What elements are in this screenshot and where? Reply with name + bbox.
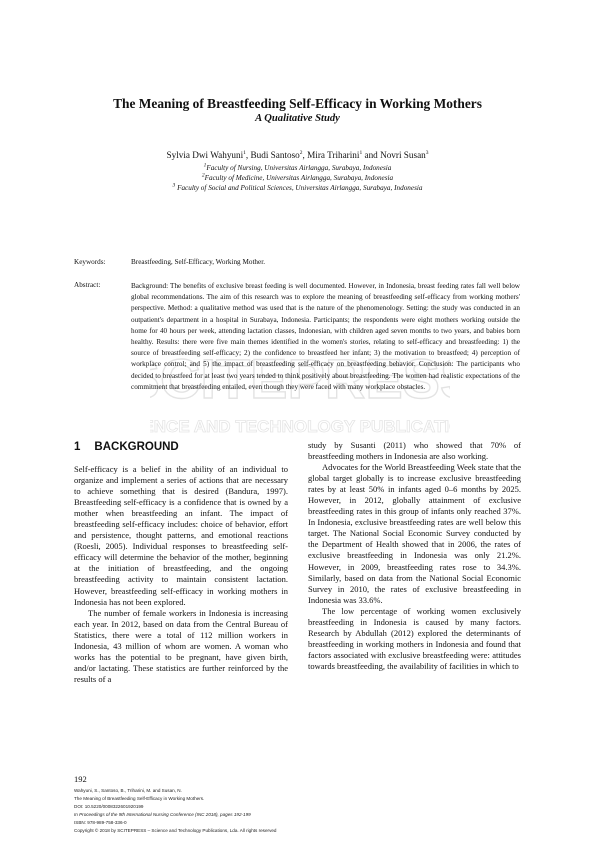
keywords-text: Breastfeeding, Self-Efficacy, Working Mother. [131,258,266,266]
body-paragraph: study by Susanti (2011) who showed that 70% of breastfeeding mothers in Indonesia are also working. [308,440,521,462]
affiliation-sup: 2 [201,172,205,179]
copyright-line: Copyright © 2018 by SCITEPRESS – Science and Technology Publications, Lda. All rights reserved [74,828,277,833]
affiliation-sup: 1 [203,162,207,169]
citation-line: The Meaning of Breastfeeding Self-Efficacy in Working Mothers. [74,796,205,801]
keywords-label: Keywords: [74,258,106,266]
affiliation [0,174,595,182]
body-paragraph: Self-efficacy is a belief in the ability of an individual to organize and implement a series of actions that are necessary to achieve something that is desired (Bandura, 1997). Breastfeeding self-efficacy is a confidence that is owned by a mother when breastfeeding an infant. The impact of breastfeeding self-efficacy includes: choice of behavior, effort and persistence, thought patterns, and emotional reactions (Roesli, 2005). Individual responses to breastfeeding self-efficacy will determine the behavior of the mother, beginning at the initiation of breastfeeding, and the ongoing breastfeeding activity to maintain consistent lactation. However, breastfeeding self-efficacy in working mothers in Indonesia has not been explored. [74,464,288,607]
affiliation [0,164,595,172]
section-heading [74,441,179,453]
affiliation-text: Faculty of Nursing, Universitas Airlangga, Surabaya, Indonesia [206,164,392,172]
section-number: 1 [74,441,81,453]
affiliation-text: Faculty of Medicine, Universitas Airlangga, Surabaya, Indonesia [204,174,394,182]
author-name: Budi Santoso [250,150,300,160]
body-paragraph: The number of female workers in Indonesia is increasing each year. In 2012, based on data from the Central Bureau of Statistics, there were a total of 112 million workers in Indonesia, 43 million of whom are women. A woman who works has the potential to be pregnant, have given birth, and/or lactating. These statistics are further reinforced by the results of a [74,607,288,684]
author-separator: and [362,150,381,160]
author-list [0,150,595,160]
affiliation [0,184,595,192]
author-affil-sup: 1 [243,149,246,156]
author-affil-sup: 3 [425,149,429,156]
citation-line: In Proceedings of the 9th International Nursing Conference (INC 2018), pages 192-199 [74,812,251,817]
paper-subtitle: A Qualitative Study [255,113,340,124]
affiliation-sup: 3 [172,182,176,189]
citation-line: Wahyuni, S., Santoso, B., Triharini, M. and Susan, N. [74,788,182,793]
author-name: Novri Susan [380,150,426,160]
affiliation-text: Faculty of Social and Political Sciences, Universitas Airlangga, Surabaya, Indonesia [175,184,423,192]
citation-line: DOI: 10.5220/0008322601920199 [74,804,144,809]
author-separator: , [302,150,308,160]
abstract-label: Abstract: [74,281,101,289]
body-paragraph: Advocates for the World Breastfeeding Week state that the global target globally is to increase exclusive breastfeeding rates by at least 50% in infants aged 0–6 months by 2025. However, in 2012, globally attainment of exclusive breastfeeding rates in this group of infants only reached 37%. In Indonesia, exclusive breastfeeding rates are well below this target. The National Social Economic Survey conducted by the Department of Health showed that in 2006, the rates of exclusive breastfeeding in Indonesia was only 21.2%. However, in 2009, breastfeeding rates rose to 34.3%. Similarly, based on data from the National Social Economic Survey in 2010, the rates of exclusive breastfeeding in Indonesia was 33.6%. [308,462,521,605]
watermark-main-text: CITEPRES [159,347,441,410]
abstract-text: Background: The benefits of exclusive breast feeding is well documented. However, in Indonesia, breast feeding rates fall well below global recommendations. The aim of this research was to explore the meaning of breastfeeding self-efficacy from working mothers' perspective. Method: a qualitative method was used that is the nature of the phenomenology. Setting: the study was conducted in an outpatient's department in a hospital in Surabaya, Indonesia. Participants; the respondents were eight mothers working outside the home for 40 hours per week, attending lactation classes, Indonesian, with children aged seven months to two years, and babies born healthy. Results: there were five main themes identified in the women's stories, relating to self-efficacy and breastfeeding: 1) the source of breastfeeding self-efficacy; 2) the confidence to breastfeed her infant; 3) the motivation to breastfeed; 4) perception of workplace control; and 5) the impact of breastfeeding self-efficacy on breastfeeding behavior. Conclusion: The participants who decided to breastfeed for at least two years tended to think positively about breastfeeding. The women had realistic expectations of the commitment that breastfeeding entailed, even though they were faced with many workplace obstacles. [131,282,520,391]
left-column [74,464,288,685]
page-number: 192 [74,774,87,784]
author-affil-sup: 1 [359,149,363,156]
watermark-logo [150,332,450,442]
citation-line: ISBN: 978-989-758-336-0 [74,820,127,825]
right-column [308,440,521,672]
author-name: Sylvia Dwi Wahyuni [166,150,244,160]
author-separator: , [245,150,251,160]
author-name: Mira Triharini [307,150,360,160]
body-paragraph: The low percentage of working women exclusively breastfeeding in Indonesia is caused by many factors. Research by Abdullah (2012) explored the determinants of breastfeeding in working mothers in Indonesia and found that factors associated with exclusive breastfeeding were: attitudes towards breastfeeding, the availability of facilities in which to [308,605,521,671]
section-title: BACKGROUND [94,441,179,453]
publisher-watermark [150,332,450,442]
paper-title: The Meaning of Breastfeeding Self-Efficacy in Working Mothers [113,96,482,111]
author-affil-sup: 2 [299,149,303,156]
watermark-sub-text: NCE AND TECHNOLOGY PUBLICATI [153,417,450,436]
